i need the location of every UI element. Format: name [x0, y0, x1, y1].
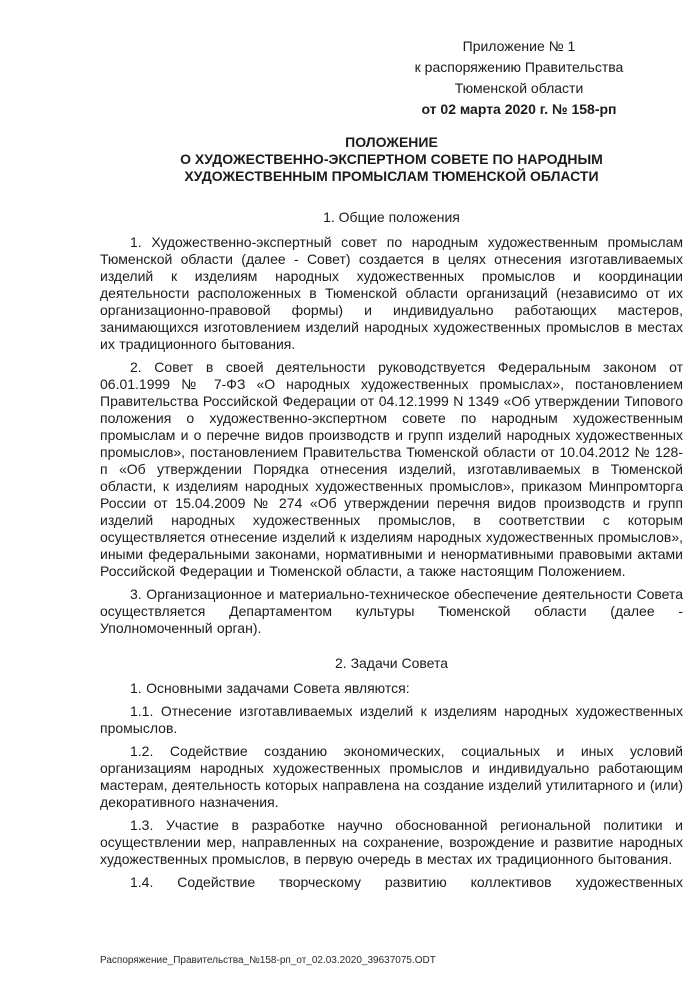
document-title — [100, 134, 683, 185]
paragraph-general-1: 1. Художественно-экспертный совет по народным художественным промыслам Тюменской области (далее - Совет) создается в целях отнесения изготавливаемых изделий к изделиям народных художественных промыслов и координации деятельности расположенных в Тюменской области организаций (независимо от их организационно-правовой формы) и индивидуально работающих мастеров, занимающихся изготовлением изделий народных художественных промыслов в местах их традиционного бытования. — [100, 234, 683, 352]
section-heading-tasks: 2. Задачи Совета — [335, 655, 448, 671]
appendix-date-line: от 02 марта 2020 г. № 158-рп — [421, 101, 617, 117]
appendix-line-3: Тюменской области — [454, 80, 584, 96]
document-title-line-3: ХУДОЖЕСТВЕННЫМ ПРОМЫСЛАМ ТЮМЕНСКОЙ ОБЛАСТИ — [184, 168, 599, 184]
document-title-line-1: ПОЛОЖЕНИЕ — [345, 134, 438, 150]
paragraph-tasks-intro: 1. Основными задачами Совета являются: — [130, 680, 410, 696]
section-heading-general: 1. Общие положения — [323, 209, 460, 225]
appendix-line-1: Приложение № 1 — [462, 38, 576, 54]
appendix-line-2: к распоряжению Правительства — [414, 59, 624, 75]
appendix-block — [383, 36, 655, 120]
document-title-line-2: О ХУДОЖЕСТВЕННО-ЭКСПЕРТНОМ СОВЕТЕ ПО НАРОДНЫМ — [180, 151, 603, 167]
paragraph-general-2: 2. Совет в своей деятельности руководствуется Федеральным законом от 06.01.1999 № 7-ФЗ «О народных художественных промыслах», постановлением Правительства Российской Федерации от 04.12.1999 N 1349 «Об утверждении Типового положения о художественно-экспертном совете по народным художественным промыслам и о перечне видов производств и групп изделий народных художественных промыслов», постановлением Правительства Тюменской области от 10.04.2012 № 128-п «Об утверждении Порядка отнесения изделий, изготавливаемых в Тюменской области, к изделиям народных художественных промыслов», приказом Минпромторга России от 15.04.2009 № 274 «Об утверждении перечня видов производств и групп изделий народных художественных промыслов, в соответствии с которым осуществляется отнесение изделий к изделиям народных художественных промыслов», иными федеральными законами, нормативными и ненормативными правовыми актами Российской Федерации и Тюменской области, а также настоящим Положением. — [100, 359, 683, 579]
paragraph-task-1-3: 1.3. Участие в разработке научно обоснованной региональной политики и осуществлении мер, направленных на сохранение, возрождение и развитие народных художественных промыслов, в первую очередь в местах их традиционного бытования. — [100, 817, 683, 867]
paragraph-task-1-4-truncated: 1.4. Содействие творческому развитию коллективов художественных — [130, 874, 683, 890]
paragraph-task-1-1: 1.1. Отнесение изготавливаемых изделий к изделиям народных художественных промыслов. — [100, 703, 683, 736]
footer-filename: Распоряжение_Правительства_№158-рп_от_02.03.2020_39637075.ODT — [100, 955, 436, 966]
paragraph-task-1-2: 1.2. Содействие созданию экономических, социальных и иных условий организациям народных художественных промыслов и индивидуально работающим мастерам, деятельность которых направлена на создание изделий утилитарного и (или) декоративного назначения. — [100, 743, 683, 810]
paragraph-general-3: 3. Организационное и материально-техническое обеспечение деятельности Совета осуществляется Департаментом культуры Тюменской области (далее - Уполномоченный орган). — [100, 586, 683, 636]
